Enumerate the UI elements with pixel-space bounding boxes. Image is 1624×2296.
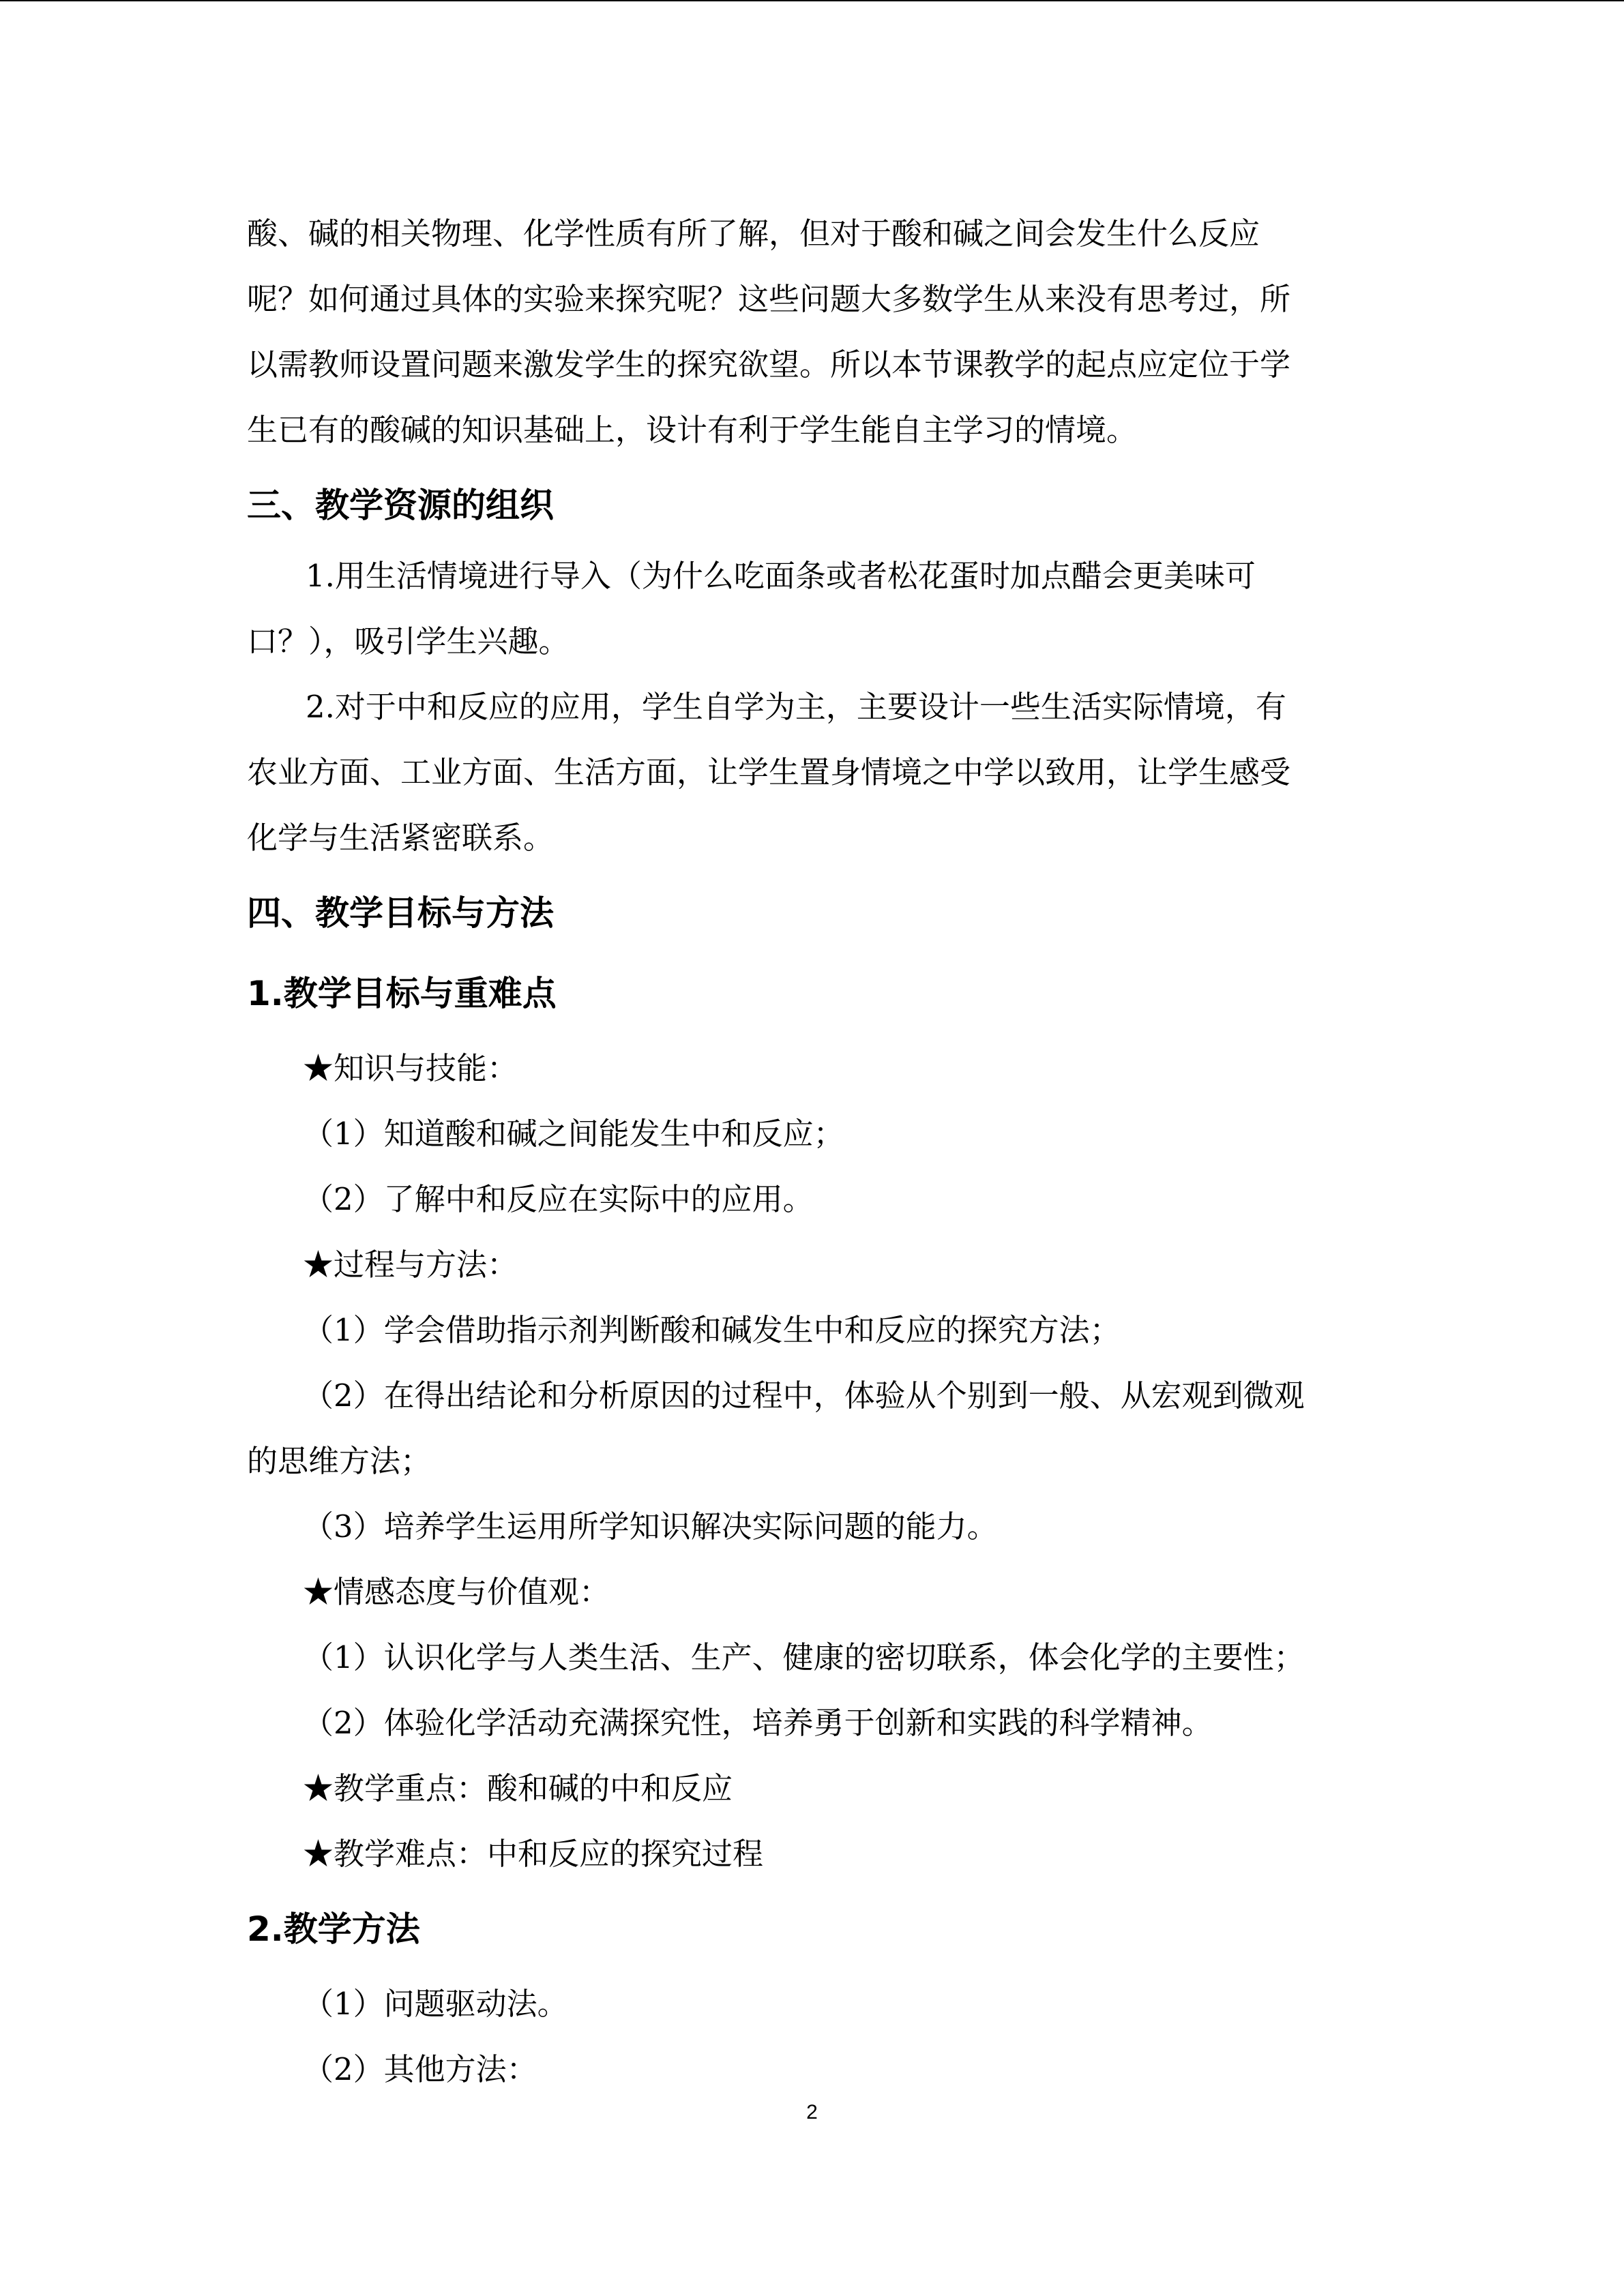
- text-line: 2.对于中和反应的应用，学生自学为主，主要设计一些生活实际情境，有: [306, 689, 1286, 725]
- text-line: 生已有的酸碱的知识基础上，设计有利于学生能自主学习的情境。: [247, 412, 1138, 448]
- list-item: （2）在得出结论和分析原因的过程中，体验从个别到一般、从宏观到微观: [303, 1377, 1305, 1414]
- text-line: 酸、碱的相关物理、化学性质有所了解，但对于酸和碱之间会发生什么反应: [247, 215, 1260, 252]
- list-item: （2）其他方法：: [303, 2051, 537, 2087]
- document-page: [247, 201, 1372, 2102]
- list-item: （1）认识化学与人类生活、生产、健康的密切联系，体会化学的主要性；: [303, 1639, 1305, 1675]
- list-item-continuation: 的思维方法；: [247, 1443, 432, 1479]
- text-line: 口？），吸引学生兴趣。: [247, 623, 570, 659]
- list-item: （1）知道酸和碱之间能发生中和反应；: [303, 1116, 844, 1152]
- intro-paragraph: [247, 201, 1372, 463]
- top-border-line: [0, 0, 1624, 1]
- subheading-objectives-key-points: 1.教学目标与重难点: [247, 974, 557, 1013]
- text-line: 以需教师设置问题来激发学生的探究欲望。所以本节课教学的起点应定位于学: [247, 346, 1291, 383]
- list-item: （2）体验化学活动充满探究性，培养勇于创新和实践的科学精神。: [303, 1705, 1213, 1741]
- process-methods-title: ★过程与方法：: [303, 1247, 518, 1283]
- text-line: 农业方面、工业方面、生活方面，让学生置身情境之中学以致用，让学生感受: [247, 754, 1291, 790]
- resources-item-2: [247, 674, 1372, 871]
- text-line: 化学与生活紧密联系。: [247, 820, 555, 856]
- key-point: ★教学重点：酸和碱的中和反应: [303, 1770, 733, 1806]
- list-item: （3）培养学生运用所学知识解决实际问题的能力。: [303, 1508, 998, 1545]
- section-heading-resources: 三、教学资源的组织: [247, 486, 554, 525]
- list-item: （2）了解中和反应在实际中的应用。: [303, 1181, 814, 1217]
- knowledge-skills-title: ★知识与技能：: [303, 1050, 518, 1086]
- list-item: （1）学会借助指示剂判断酸和碱发生中和反应的探究方法；: [303, 1312, 1121, 1348]
- page-number: 2: [806, 2101, 818, 2123]
- list-item: （1）问题驱动法。: [303, 1986, 568, 2022]
- difficult-point: ★教学难点：中和反应的探究过程: [303, 1836, 764, 1872]
- subheading-teaching-methods: 2.教学方法: [247, 1909, 420, 1949]
- text-line: 呢？如何通过具体的实验来探究呢？这些问题大多数学生从来没有思考过，所: [247, 281, 1291, 317]
- emotion-values-title: ★情感态度与价值观：: [303, 1574, 610, 1610]
- section-heading-objectives: 四、教学目标与方法: [247, 893, 554, 933]
- text-line: 1.用生活情境进行导入（为什么吃面条或者松花蛋时加点醋会更美味可: [306, 558, 1256, 594]
- resources-item-1: [247, 543, 1372, 674]
